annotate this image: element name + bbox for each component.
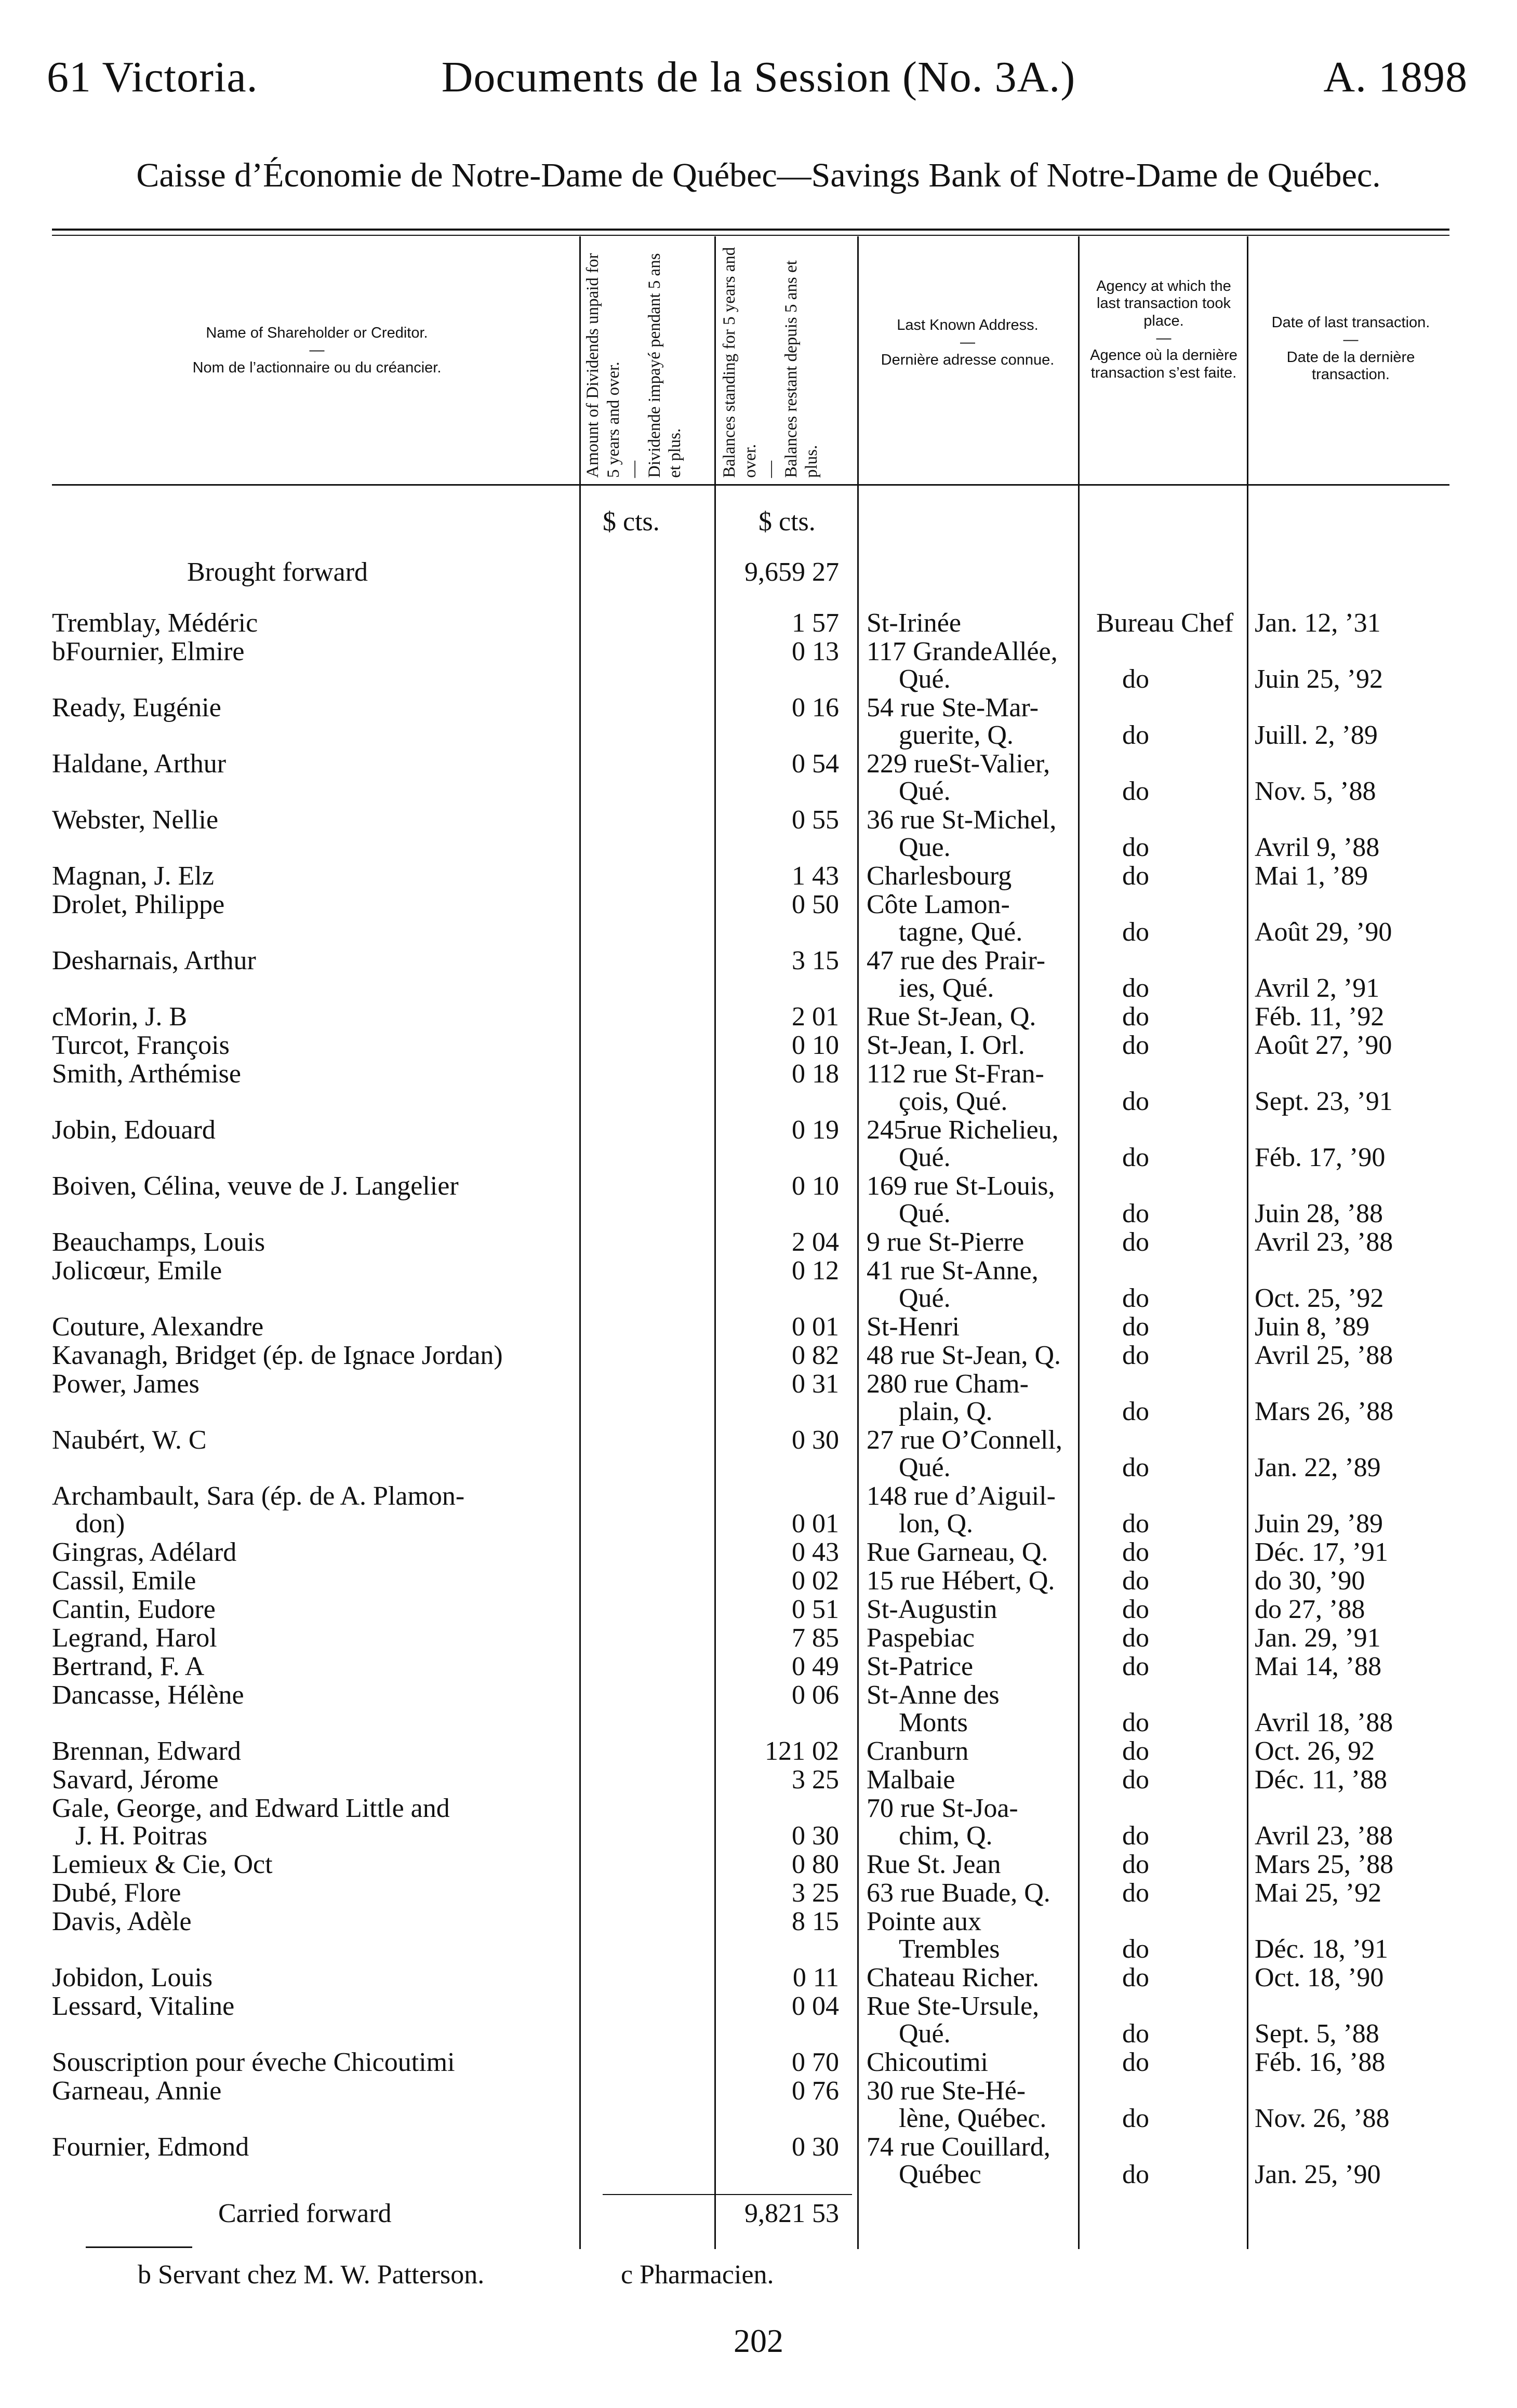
brought-forward-balance: 9,659 27 bbox=[744, 557, 839, 587]
balance-value: 0 01 bbox=[792, 1312, 839, 1342]
address-line: St-Jean, I. Orl. bbox=[867, 1031, 1025, 1060]
balance-value: 0 13 bbox=[792, 637, 839, 666]
column-header-dash: — bbox=[624, 461, 644, 478]
address-line: Qué. bbox=[899, 1143, 951, 1172]
date-value: Août 27, ’90 bbox=[1255, 1031, 1392, 1060]
agency-value: do bbox=[1122, 1878, 1149, 1908]
column-header-dividends bbox=[583, 244, 686, 478]
balance-value: 0 54 bbox=[792, 749, 839, 779]
brought-forward-label: Brought forward bbox=[187, 557, 368, 587]
address-line: lène, Québec. bbox=[899, 2104, 1047, 2133]
top-rule-thin bbox=[52, 235, 1449, 236]
balance-value: 0 12 bbox=[792, 1256, 839, 1286]
agency-value: do bbox=[1122, 2160, 1149, 2189]
agency-value: do bbox=[1122, 1736, 1149, 1766]
address-line: Qué. bbox=[899, 664, 951, 694]
address-line: 280 rue Cham- bbox=[867, 1369, 1029, 1399]
balance-value: 0 49 bbox=[792, 1652, 839, 1681]
creditor-name: Brennan, Edward bbox=[52, 1736, 241, 1766]
date-value: Avril 25, ’88 bbox=[1255, 1341, 1393, 1370]
address-line: 245rue Richelieu, bbox=[867, 1115, 1059, 1145]
table-row bbox=[0, 1793, 1517, 1851]
table-row bbox=[0, 945, 1517, 1003]
balance-value: 0 51 bbox=[792, 1595, 839, 1624]
table-row bbox=[0, 1764, 1517, 1795]
balance-value: 7 85 bbox=[792, 1623, 839, 1653]
table-row bbox=[0, 1340, 1517, 1368]
creditor-name: Drolet, Philippe bbox=[52, 890, 225, 919]
address-line: Rue St. Jean bbox=[867, 1850, 1001, 1879]
agency-value: do bbox=[1122, 1002, 1149, 1032]
address-line: St-Henri bbox=[867, 1312, 960, 1342]
creditor-name: Haldane, Arthur bbox=[52, 749, 227, 779]
carried-forward-rule bbox=[603, 2194, 852, 2195]
table-row bbox=[0, 861, 1517, 891]
agency-value: do bbox=[1122, 777, 1149, 806]
table-row bbox=[0, 1059, 1517, 1114]
column-header-address-en: Last Known Address. bbox=[897, 317, 1039, 333]
creditor-name: Beauchamps, Louis bbox=[52, 1227, 265, 1257]
balance-value: 0 10 bbox=[792, 1031, 839, 1060]
column-header-dash: — bbox=[761, 461, 780, 478]
column-header-date-en: Date of last transaction. bbox=[1271, 314, 1430, 331]
table-row bbox=[0, 1001, 1517, 1032]
balance-value: 3 15 bbox=[792, 946, 839, 975]
creditor-name: Tremblay, Médéric bbox=[52, 608, 258, 638]
address-line: Cranburn bbox=[867, 1736, 969, 1766]
footnote-b: b Servant chez M. W. Patterson. bbox=[138, 2260, 485, 2290]
balance-value: 0 18 bbox=[792, 1059, 839, 1089]
agency-value: do bbox=[1122, 861, 1149, 891]
column-header-address-fr: Dernière adresse connue. bbox=[881, 351, 1055, 368]
date-value: Féb. 16, ’88 bbox=[1255, 2048, 1386, 2077]
agency-value: do bbox=[1122, 1652, 1149, 1681]
date-value: Mai 25, ’92 bbox=[1255, 1878, 1382, 1908]
address-line: Chicoutimi bbox=[867, 2048, 988, 2077]
creditor-name: Garneau, Annie bbox=[52, 2076, 222, 2106]
agency-value: do bbox=[1122, 1708, 1149, 1737]
agency-value: do bbox=[1122, 1934, 1149, 1964]
agency-value: do bbox=[1122, 1199, 1149, 1228]
table-row bbox=[0, 1255, 1517, 1313]
date-value: Août 29, ’90 bbox=[1255, 917, 1392, 947]
date-value: Oct. 25, ’92 bbox=[1255, 1283, 1384, 1313]
agency-value: do bbox=[1122, 2048, 1149, 2077]
column-header-dividends-en: Amount of Dividends unpaid for 5 years and over. bbox=[583, 253, 623, 478]
address-line: 117 GrandeAllée, bbox=[867, 637, 1058, 666]
address-line: Qué. bbox=[899, 1453, 951, 1482]
date-value: Mars 25, ’88 bbox=[1255, 1850, 1394, 1879]
creditor-name: Power, James bbox=[52, 1369, 199, 1399]
carried-forward-label: Carried forward bbox=[218, 2199, 392, 2228]
address-line: 70 rue St-Joa- bbox=[867, 1794, 1018, 1823]
brought-forward-row bbox=[0, 557, 1517, 588]
date-value: Avril 9, ’88 bbox=[1255, 833, 1380, 862]
agency-value: do bbox=[1122, 917, 1149, 947]
footnote-c: c Pharmacien. bbox=[621, 2260, 774, 2290]
table-row bbox=[0, 1878, 1517, 1908]
table-row bbox=[0, 1115, 1517, 1170]
table-row bbox=[0, 2132, 1517, 2187]
address-line: 229 rueSt-Valier, bbox=[867, 749, 1050, 779]
address-line: 48 rue St-Jean, Q. bbox=[867, 1341, 1061, 1370]
date-value: Mai 1, ’89 bbox=[1255, 861, 1368, 891]
table-row bbox=[0, 692, 1517, 750]
table-row bbox=[0, 1906, 1517, 1964]
table-row bbox=[0, 1171, 1517, 1226]
date-value: Mars 26, ’88 bbox=[1255, 1397, 1394, 1426]
address-line: tagne, Qué. bbox=[899, 917, 1023, 947]
table-row bbox=[0, 636, 1517, 694]
creditor-name: Gale, George, and Edward Little and bbox=[52, 1794, 450, 1823]
address-line: Pointe aux bbox=[867, 1907, 981, 1936]
date-value: Oct. 18, ’90 bbox=[1255, 1963, 1384, 1992]
column-header-date bbox=[1252, 314, 1449, 383]
column-header-address bbox=[862, 317, 1073, 369]
agency-value: do bbox=[1122, 1537, 1149, 1567]
table-row bbox=[0, 748, 1517, 804]
address-line: plain, Q. bbox=[899, 1397, 993, 1426]
balance-value: 0 82 bbox=[792, 1341, 839, 1370]
balance-value: 0 19 bbox=[792, 1115, 839, 1145]
header-title: Documents de la Session (No. 3A.) bbox=[441, 53, 1076, 101]
address-line: 112 rue St-Fran- bbox=[867, 1059, 1044, 1089]
balance-value: 0 70 bbox=[792, 2048, 839, 2077]
address-line: St-Irinée bbox=[867, 608, 961, 638]
address-line: lon, Q. bbox=[899, 1509, 973, 1539]
date-value: do 30, ’90 bbox=[1255, 1566, 1365, 1596]
balance-value: 1 43 bbox=[792, 861, 839, 891]
column-header-dash: — bbox=[1343, 331, 1359, 349]
address-line: Paspebiac bbox=[867, 1623, 975, 1653]
agency-value: do bbox=[1122, 1765, 1149, 1795]
address-line: Qué. bbox=[899, 2019, 951, 2049]
creditor-name: Savard, Jérome bbox=[52, 1765, 219, 1795]
creditor-name: Jolicœur, Emile bbox=[52, 1256, 222, 1286]
date-value: Mai 14, ’88 bbox=[1255, 1652, 1382, 1681]
agency-value: do bbox=[1122, 1963, 1149, 1992]
creditor-name: Turcot, François bbox=[52, 1031, 230, 1060]
column-header-dividends-fr: Dividende impayé pendant 5 ans et plus. bbox=[645, 253, 685, 478]
carried-forward-row bbox=[0, 2198, 1517, 2229]
agency-value: do bbox=[1122, 2019, 1149, 2049]
balance-value: 0 06 bbox=[792, 1680, 839, 1710]
table-row bbox=[0, 1030, 1517, 1058]
address-line: Rue Garneau, Q. bbox=[867, 1537, 1048, 1567]
date-value: Juin 8, ’89 bbox=[1255, 1312, 1369, 1342]
date-value: Sept. 5, ’88 bbox=[1255, 2019, 1379, 2049]
date-value: Nov. 5, ’88 bbox=[1255, 777, 1376, 806]
date-value: Sept. 23, ’91 bbox=[1255, 1087, 1393, 1116]
address-line: Qué. bbox=[899, 1283, 951, 1313]
balance-value: 0 11 bbox=[792, 1963, 839, 1992]
table-row bbox=[0, 1566, 1517, 1596]
balance-value: 0 30 bbox=[792, 1425, 839, 1455]
date-value: Jan. 25, ’90 bbox=[1255, 2160, 1381, 2189]
agency-value: do bbox=[1122, 833, 1149, 862]
table-row bbox=[0, 1227, 1517, 1257]
address-line: 54 rue Ste-Mar- bbox=[867, 693, 1039, 723]
header-session-year: 61 Victoria. bbox=[47, 53, 258, 101]
balance-value: 0 02 bbox=[792, 1566, 839, 1596]
creditor-name: Kavanagh, Bridget (ép. de Ignace Jordan) bbox=[52, 1341, 503, 1370]
creditor-name: Magnan, J. Elz bbox=[52, 861, 214, 891]
address-line: 27 rue O’Connell, bbox=[867, 1425, 1062, 1455]
balance-value: 0 80 bbox=[792, 1850, 839, 1879]
creditor-name: Cantin, Eudore bbox=[52, 1595, 216, 1624]
address-line: 41 rue St-Anne, bbox=[867, 1256, 1039, 1286]
creditor-name: Davis, Adèle bbox=[52, 1907, 192, 1936]
column-header-balances-fr: Balances restant depuis 5 ans et plus. bbox=[781, 260, 821, 478]
date-value: Jan. 22, ’89 bbox=[1255, 1453, 1381, 1482]
date-value: Juill. 2, ’89 bbox=[1255, 720, 1378, 750]
date-value: Avril 23, ’88 bbox=[1255, 1227, 1393, 1257]
table-row bbox=[0, 1991, 1517, 2049]
address-line: St-Anne des bbox=[867, 1680, 1000, 1710]
address-line: ies, Qué. bbox=[899, 973, 994, 1003]
creditor-name: Souscription pour éveche Chicoutimi bbox=[52, 2048, 455, 2077]
address-line: 169 rue St-Louis, bbox=[867, 1171, 1055, 1201]
balance-value: 0 31 bbox=[792, 1369, 839, 1399]
creditor-name: Ready, Eugénie bbox=[52, 693, 221, 723]
agency-value: do bbox=[1122, 720, 1149, 750]
agency-value: do bbox=[1122, 1850, 1149, 1879]
table-row bbox=[0, 1736, 1517, 1766]
address-line: Trembles bbox=[899, 1934, 1000, 1964]
address-line: Charlesbourg bbox=[867, 861, 1012, 891]
balance-value: 0 30 bbox=[792, 2132, 839, 2162]
agency-value: do bbox=[1122, 1087, 1149, 1116]
agency-value: do bbox=[1122, 1143, 1149, 1172]
date-value: Juin 29, ’89 bbox=[1255, 1509, 1383, 1539]
top-rule bbox=[52, 229, 1449, 231]
address-line: Que. bbox=[899, 833, 951, 862]
agency-value: do bbox=[1122, 1453, 1149, 1482]
table-row bbox=[0, 1312, 1517, 1342]
agency-value: do bbox=[1122, 1227, 1149, 1257]
creditor-name: Fournier, Edmond bbox=[52, 2132, 249, 2162]
date-value: Nov. 26, ’88 bbox=[1255, 2104, 1390, 2133]
table-row bbox=[0, 1651, 1517, 1679]
balance-value: 0 16 bbox=[792, 693, 839, 723]
table-row bbox=[0, 2076, 1517, 2131]
date-value: Déc. 17, ’91 bbox=[1255, 1537, 1389, 1567]
creditor-name: Boiven, Célina, veuve de J. Langelier bbox=[52, 1171, 459, 1201]
address-line: çois, Qué. bbox=[899, 1087, 1008, 1116]
address-line: 47 rue des Prair- bbox=[867, 946, 1046, 975]
column-header-dash: — bbox=[960, 334, 975, 351]
address-line: Chateau Richer. bbox=[867, 1963, 1040, 1992]
address-line: Malbaie bbox=[867, 1765, 955, 1795]
creditor-name: Naubért, W. C bbox=[52, 1425, 207, 1455]
creditor-name: cMorin, J. B bbox=[52, 1002, 187, 1032]
address-line: Québec bbox=[899, 2160, 981, 2189]
creditor-name: Lessard, Vitaline bbox=[52, 1991, 235, 2021]
table-row bbox=[0, 1481, 1517, 1539]
balance-value: 0 55 bbox=[792, 805, 839, 835]
creditor-name: Jobidon, Louis bbox=[52, 1963, 213, 1992]
address-line: Monts bbox=[899, 1708, 968, 1737]
table-row bbox=[0, 1680, 1517, 1735]
balance-value: 0 01 bbox=[792, 1509, 839, 1539]
date-value: Juin 25, ’92 bbox=[1255, 664, 1383, 694]
column-header-agency-fr: Agence où la dernière transaction s’est faite. bbox=[1090, 347, 1237, 381]
balance-value: 8 15 bbox=[792, 1907, 839, 1936]
agency-value: do bbox=[1122, 664, 1149, 694]
balance-value: 121 02 bbox=[765, 1736, 839, 1766]
date-value: Féb. 11, ’92 bbox=[1255, 1002, 1385, 1032]
creditor-name: Smith, Arthémise bbox=[52, 1059, 241, 1089]
agency-value: do bbox=[1122, 1312, 1149, 1342]
column-header-balances-en: Balances standing for 5 years and over. bbox=[720, 247, 760, 478]
table-row bbox=[0, 1594, 1517, 1622]
table-subtitle: Caisse d’Économie de Notre-Dame de Québec—Savings Bank of Notre-Dame de Québec. bbox=[136, 156, 1381, 194]
table-row bbox=[0, 2047, 1517, 2075]
address-line: Rue Ste-Ursule, bbox=[867, 1991, 1040, 2021]
column-header-agency-en: Agency at which the last transaction took place. bbox=[1096, 278, 1231, 329]
address-line: 63 rue Buade, Q. bbox=[867, 1878, 1050, 1908]
agency-value: do bbox=[1122, 1821, 1149, 1851]
address-line: Côte Lamon- bbox=[867, 890, 1010, 919]
balance-value: 0 10 bbox=[792, 1171, 839, 1201]
address-line: Qué. bbox=[899, 1199, 951, 1228]
address-line: 148 rue d’Aiguil- bbox=[867, 1481, 1056, 1511]
column-header-dash: — bbox=[309, 342, 325, 359]
table-row bbox=[0, 608, 1517, 638]
units-balances: $ cts. bbox=[759, 507, 816, 537]
date-value: Avril 18, ’88 bbox=[1255, 1708, 1393, 1737]
table-row bbox=[0, 1537, 1517, 1567]
footnote-rule bbox=[86, 2246, 192, 2248]
creditor-name: Dancasse, Hélène bbox=[52, 1680, 244, 1710]
header-bottom-rule bbox=[52, 484, 1449, 486]
creditor-name: Dubé, Flore bbox=[52, 1878, 181, 1908]
address-line: Rue St-Jean, Q. bbox=[867, 1002, 1036, 1032]
header-year: A. 1898 bbox=[1323, 53, 1468, 101]
agency-value: do bbox=[1122, 2104, 1149, 2133]
date-value: Oct. 26, 92 bbox=[1255, 1736, 1375, 1766]
creditor-name: Bertrand, F. A bbox=[52, 1652, 205, 1681]
balance-value: 1 57 bbox=[792, 608, 839, 638]
column-header-dash: — bbox=[1156, 330, 1172, 347]
address-line: 9 rue St-Pierre bbox=[867, 1227, 1024, 1257]
carried-forward-balance: 9,821 53 bbox=[744, 2199, 839, 2228]
creditor-name: Cassil, Emile bbox=[52, 1566, 196, 1596]
balance-value: 0 04 bbox=[792, 1991, 839, 2021]
table-row bbox=[0, 1425, 1517, 1480]
balance-value: 2 01 bbox=[792, 1002, 839, 1032]
creditor-name-continued: J. H. Poitras bbox=[75, 1821, 208, 1851]
column-header-date-fr: Date de la dernière transaction. bbox=[1286, 349, 1415, 383]
table-row bbox=[0, 1623, 1517, 1653]
address-line: 74 rue Couillard, bbox=[867, 2132, 1050, 2162]
creditor-name: Webster, Nellie bbox=[52, 805, 219, 835]
balance-value: 0 43 bbox=[792, 1537, 839, 1567]
agency-value: do bbox=[1122, 1595, 1149, 1624]
column-header-agency bbox=[1083, 278, 1244, 382]
agency-value: do bbox=[1122, 1031, 1149, 1060]
balance-value: 0 50 bbox=[792, 890, 839, 919]
creditor-name: Jobin, Edouard bbox=[52, 1115, 216, 1145]
agency-value: do bbox=[1122, 1509, 1149, 1539]
address-line: St-Augustin bbox=[867, 1595, 997, 1624]
creditor-name: Desharnais, Arthur bbox=[52, 946, 256, 975]
balance-value: 0 30 bbox=[792, 1821, 839, 1851]
agency-value: do bbox=[1122, 1623, 1149, 1653]
column-header-name-fr: Nom de l’actionnaire ou du créancier. bbox=[192, 359, 442, 376]
creditor-name-continued: don) bbox=[75, 1509, 125, 1539]
table-row bbox=[0, 1962, 1517, 1990]
units-dividends: $ cts. bbox=[603, 507, 660, 537]
address-line: 15 rue Hébert, Q. bbox=[867, 1566, 1055, 1596]
column-header-balances bbox=[720, 244, 822, 478]
agency-value: do bbox=[1122, 1397, 1149, 1426]
address-line: chim, Q. bbox=[899, 1821, 993, 1851]
agency-value: do bbox=[1122, 973, 1149, 1003]
table-row bbox=[0, 1849, 1517, 1877]
balance-value: 2 04 bbox=[792, 1227, 839, 1257]
date-value: Jan. 29, ’91 bbox=[1255, 1623, 1381, 1653]
date-value: Déc. 18, ’91 bbox=[1255, 1934, 1389, 1964]
creditor-name: bFournier, Elmire bbox=[52, 637, 245, 666]
date-value: do 27, ’88 bbox=[1255, 1595, 1365, 1624]
creditor-name: Archambault, Sara (ép. de A. Plamon- bbox=[52, 1481, 465, 1511]
page-number: 202 bbox=[734, 2322, 783, 2359]
table-row bbox=[0, 1369, 1517, 1424]
creditor-name: Lemieux & Cie, Oct bbox=[52, 1850, 273, 1879]
balance-value: 3 25 bbox=[792, 1765, 839, 1795]
date-value: Avril 23, ’88 bbox=[1255, 1821, 1393, 1851]
agency-value: do bbox=[1122, 1566, 1149, 1596]
column-header-name bbox=[99, 325, 535, 377]
balance-value: 0 76 bbox=[792, 2076, 839, 2106]
address-line: guerite, Q. bbox=[899, 720, 1014, 750]
creditor-name: Legrand, Harol bbox=[52, 1623, 217, 1653]
date-value: Jan. 12, ’31 bbox=[1255, 608, 1381, 638]
balance-value: 3 25 bbox=[792, 1878, 839, 1908]
creditor-name: Gingras, Adélard bbox=[52, 1537, 237, 1567]
table-row bbox=[0, 805, 1517, 860]
date-value: Féb. 17, ’90 bbox=[1255, 1143, 1386, 1172]
agency-value: do bbox=[1122, 1341, 1149, 1370]
creditor-name: Couture, Alexandre bbox=[52, 1312, 264, 1342]
address-line: 36 rue St-Michel, bbox=[867, 805, 1057, 835]
column-header-name-en: Name of Shareholder or Creditor. bbox=[206, 325, 428, 341]
date-value: Juin 28, ’88 bbox=[1255, 1199, 1383, 1228]
address-line: St-Patrice bbox=[867, 1652, 974, 1681]
table-row bbox=[0, 889, 1517, 947]
date-value: Déc. 11, ’88 bbox=[1255, 1765, 1388, 1795]
agency-value: Bureau Chef bbox=[1096, 608, 1234, 638]
date-value: Avril 2, ’91 bbox=[1255, 973, 1380, 1003]
address-line: 30 rue Ste-Hé- bbox=[867, 2076, 1026, 2106]
address-line: Qué. bbox=[899, 777, 951, 806]
agency-value: do bbox=[1122, 1283, 1149, 1313]
